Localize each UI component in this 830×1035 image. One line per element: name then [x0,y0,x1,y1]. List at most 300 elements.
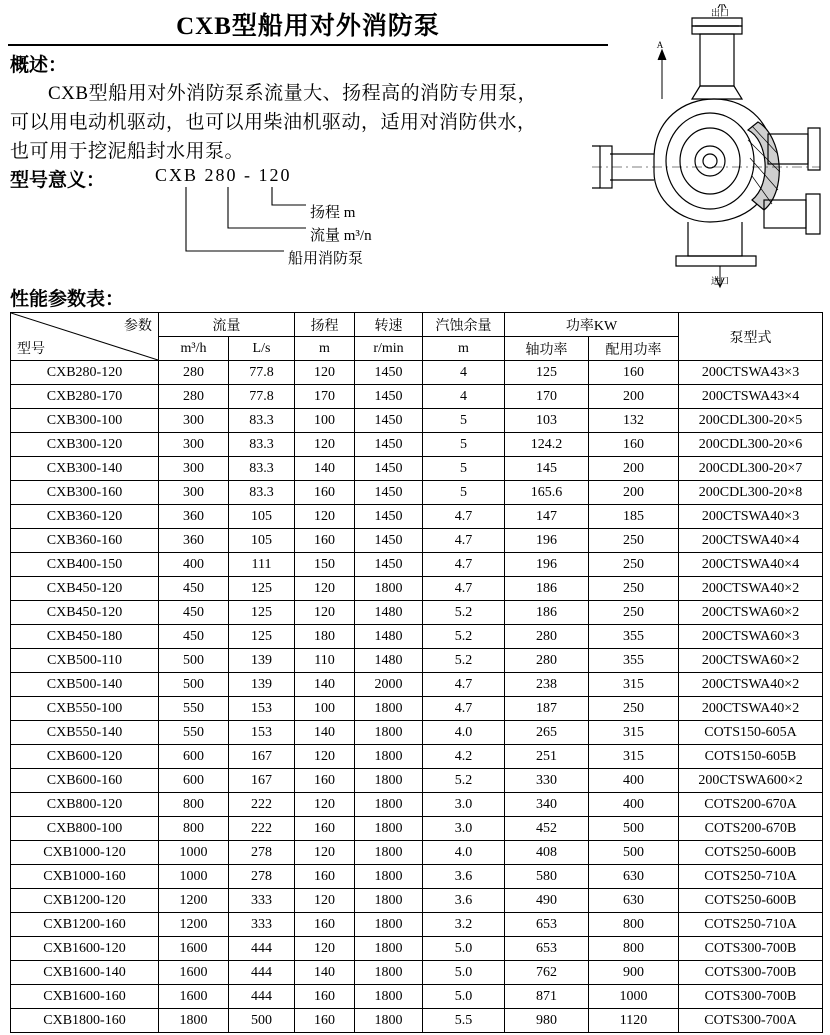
cell-pump-type: COTS150-605B [679,745,823,769]
unit-header-ls: L/s [229,337,295,361]
cell-npsh-m: 5.0 [423,985,505,1009]
cell-flow-ls: 83.3 [229,433,295,457]
cell-flow-m3h: 280 [159,385,229,409]
cell-head-m: 180 [295,625,355,649]
cell-pump-type: 200CTSWA600×2 [679,769,823,793]
cell-model: CXB450-120 [11,577,159,601]
cell-model: CXB300-140 [11,457,159,481]
overview-paragraph: CXB型船用对外消防泵系流量大、扬程高的消防专用泵，可以用电动机驱动，也可以用柴油机驱动，适用对消防供水，也可用于挖泥船封水用泵。 [10,83,538,162]
cell-npsh-m: 4.7 [423,577,505,601]
cell-flow-ls: 333 [229,889,295,913]
cell-npsh-m: 4.0 [423,721,505,745]
cell-speed-rpm: 1800 [355,577,423,601]
cell-flow-ls: 153 [229,721,295,745]
table-row [11,793,823,817]
corner-label-model: 型号 [17,342,45,357]
cell-speed-rpm: 1800 [355,769,423,793]
group-header-npsh: 汽蚀余量 [423,313,505,337]
cell-speed-rpm: 1480 [355,625,423,649]
table-row [11,409,823,433]
table-row [11,481,823,505]
cell-pump-type: COTS200-670B [679,817,823,841]
table-header [11,313,823,361]
cell-flow-m3h: 1000 [159,841,229,865]
cell-flow-m3h: 550 [159,721,229,745]
cell-flow-m3h: 1600 [159,937,229,961]
cell-speed-rpm: 1800 [355,697,423,721]
cell-shaft-power: 408 [505,841,589,865]
cell-speed-rpm: 1450 [355,385,423,409]
cell-rated-power: 400 [589,769,679,793]
cell-npsh-m: 4.0 [423,841,505,865]
cell-rated-power: 630 [589,889,679,913]
cell-rated-power: 315 [589,673,679,697]
table-row [11,721,823,745]
unit-header-shaft-power: 轴功率 [505,337,589,361]
group-header-flow: 流量 [159,313,295,337]
cell-shaft-power: 251 [505,745,589,769]
cell-head-m: 140 [295,961,355,985]
pump-illustration [592,4,822,289]
cell-rated-power: 630 [589,865,679,889]
cell-rated-power: 185 [589,505,679,529]
cell-shaft-power: 165.6 [505,481,589,505]
cell-model: CXB400-150 [11,553,159,577]
cell-speed-rpm: 1450 [355,553,423,577]
cell-model: CXB360-160 [11,529,159,553]
cell-shaft-power: 330 [505,769,589,793]
table-row [11,961,823,985]
table-row [11,361,823,385]
cell-flow-m3h: 450 [159,601,229,625]
cell-shaft-power: 340 [505,793,589,817]
cell-speed-rpm: 1450 [355,361,423,385]
cell-pump-type: 200CDL300-20×5 [679,409,823,433]
cell-pump-type: 200CTSWA40×4 [679,529,823,553]
cell-flow-ls: 125 [229,625,295,649]
cell-pump-type: 200CDL300-20×6 [679,433,823,457]
cell-speed-rpm: 1480 [355,601,423,625]
cell-rated-power: 800 [589,937,679,961]
cell-model: CXB1600-140 [11,961,159,985]
cell-shaft-power: 653 [505,937,589,961]
cell-pump-type: COTS250-600B [679,841,823,865]
cell-model: CXB300-120 [11,433,159,457]
cell-speed-rpm: 1800 [355,985,423,1009]
cell-pump-type: 200CTSWA60×3 [679,625,823,649]
cell-flow-ls: 500 [229,1009,295,1033]
cell-flow-m3h: 280 [159,361,229,385]
cell-model: CXB1600-160 [11,985,159,1009]
cell-head-m: 170 [295,385,355,409]
model-code-text: CXB 280 - 120 [155,165,292,185]
cell-head-m: 160 [295,865,355,889]
cell-head-m: 150 [295,553,355,577]
cell-rated-power: 160 [589,433,679,457]
cell-model: CXB800-120 [11,793,159,817]
cell-model: CXB300-100 [11,409,159,433]
cell-pump-type: 200CTSWA40×2 [679,673,823,697]
cell-pump-type: 200CTSWA40×2 [679,697,823,721]
cell-model: CXB1600-120 [11,937,159,961]
cell-flow-m3h: 300 [159,481,229,505]
group-header-power: 功率KW [505,313,679,337]
cell-shaft-power: 490 [505,889,589,913]
cell-rated-power: 200 [589,385,679,409]
cell-head-m: 140 [295,721,355,745]
cell-shaft-power: 653 [505,913,589,937]
cell-rated-power: 355 [589,649,679,673]
cell-speed-rpm: 1800 [355,841,423,865]
cell-flow-m3h: 1600 [159,985,229,1009]
cell-flow-ls: 139 [229,649,295,673]
cell-head-m: 120 [295,745,355,769]
cell-flow-ls: 83.3 [229,457,295,481]
cell-shaft-power: 147 [505,505,589,529]
cell-rated-power: 315 [589,721,679,745]
cell-flow-ls: 105 [229,529,295,553]
cell-flow-m3h: 800 [159,793,229,817]
cell-pump-type: 200CTSWA43×3 [679,361,823,385]
group-header-speed: 转速 [355,313,423,337]
cell-model: CXB300-160 [11,481,159,505]
cell-speed-rpm: 1800 [355,721,423,745]
cell-flow-ls: 77.8 [229,385,295,409]
cell-shaft-power: 145 [505,457,589,481]
model-meaning-diagram [10,165,570,280]
cell-flow-ls: 167 [229,769,295,793]
cell-flow-ls: 278 [229,841,295,865]
cell-pump-type: 200CTSWA40×3 [679,505,823,529]
cell-npsh-m: 4.7 [423,553,505,577]
cell-rated-power: 800 [589,913,679,937]
group-header-pump-type: 泵型式 [679,313,823,361]
cell-model: CXB550-100 [11,697,159,721]
corner-label-parameter: 参数 [124,319,152,334]
cell-pump-type: 200CDL300-20×8 [679,481,823,505]
cell-rated-power: 250 [589,601,679,625]
cell-head-m: 160 [295,913,355,937]
cell-shaft-power: 186 [505,601,589,625]
table-header-row-1 [11,313,823,337]
cell-pump-type: COTS300-700A [679,1009,823,1033]
table-row [11,385,823,409]
cell-flow-m3h: 800 [159,817,229,841]
cell-rated-power: 160 [589,361,679,385]
cell-flow-m3h: 600 [159,745,229,769]
cell-flow-m3h: 500 [159,673,229,697]
table-row [11,457,823,481]
cell-speed-rpm: 1800 [355,913,423,937]
cell-rated-power: 250 [589,553,679,577]
cell-model: CXB1200-120 [11,889,159,913]
cell-rated-power: 200 [589,481,679,505]
cell-model: CXB800-100 [11,817,159,841]
cell-pump-type: COTS150-605A [679,721,823,745]
cell-pump-type: 200CDL300-20×7 [679,457,823,481]
cell-rated-power: 900 [589,961,679,985]
cell-npsh-m: 4.7 [423,697,505,721]
cell-npsh-m: 4.2 [423,745,505,769]
table-row [11,769,823,793]
cell-model: CXB450-180 [11,625,159,649]
unit-header-head-m: m [295,337,355,361]
cell-model: CXB360-120 [11,505,159,529]
cell-flow-ls: 105 [229,505,295,529]
cell-npsh-m: 4 [423,361,505,385]
group-header-head: 扬程 [295,313,355,337]
cell-npsh-m: 4.7 [423,673,505,697]
cell-pump-type: COTS300-700B [679,961,823,985]
cell-flow-m3h: 450 [159,577,229,601]
cell-flow-m3h: 1800 [159,1009,229,1033]
cell-flow-ls: 125 [229,601,295,625]
cell-head-m: 160 [295,817,355,841]
cell-model: CXB1200-160 [11,913,159,937]
cell-flow-ls: 125 [229,577,295,601]
overview-heading: 概述： [10,55,68,76]
cell-npsh-m: 5.2 [423,649,505,673]
performance-table-heading: 性能参数表： [10,289,125,310]
cell-head-m: 160 [295,769,355,793]
cell-shaft-power: 871 [505,985,589,1009]
cell-npsh-m: 3.0 [423,793,505,817]
performance-table [10,312,823,1033]
cell-speed-rpm: 1450 [355,505,423,529]
svg-text:A: A [656,40,664,50]
unit-header-npsh-m: m [423,337,505,361]
table-row [11,529,823,553]
cell-shaft-power: 187 [505,697,589,721]
table-row [11,889,823,913]
cell-shaft-power: 103 [505,409,589,433]
cell-flow-m3h: 300 [159,409,229,433]
cell-npsh-m: 5 [423,481,505,505]
cell-flow-ls: 77.8 [229,361,295,385]
cell-rated-power: 355 [589,625,679,649]
cell-pump-type: 200CTSWA40×4 [679,553,823,577]
cell-rated-power: 200 [589,457,679,481]
cell-rated-power: 315 [589,745,679,769]
cell-pump-type: COTS250-710A [679,865,823,889]
svg-text:进口: 进口 [710,276,730,286]
cell-flow-ls: 222 [229,817,295,841]
cell-flow-ls: 167 [229,745,295,769]
cell-model: CXB1000-160 [11,865,159,889]
page-title: CXB型船用对外消防泵 [176,13,440,40]
cell-model: CXB550-140 [11,721,159,745]
cell-model: CXB450-120 [11,601,159,625]
cell-head-m: 120 [295,841,355,865]
cell-shaft-power: 980 [505,1009,589,1033]
cell-npsh-m: 5.0 [423,937,505,961]
cell-pump-type: COTS250-710A [679,913,823,937]
cell-speed-rpm: 1450 [355,457,423,481]
cell-model: CXB500-140 [11,673,159,697]
cell-npsh-m: 5 [423,433,505,457]
table-row [11,1009,823,1033]
cell-npsh-m: 5.2 [423,625,505,649]
table-row [11,649,823,673]
table-row [11,745,823,769]
cell-npsh-m: 5.2 [423,601,505,625]
cell-speed-rpm: 2000 [355,673,423,697]
cell-head-m: 120 [295,889,355,913]
table-row [11,625,823,649]
cell-model: CXB600-120 [11,745,159,769]
cell-head-m: 110 [295,649,355,673]
cell-flow-ls: 83.3 [229,481,295,505]
model-meaning-heading: 型号意义： [10,170,106,191]
cell-npsh-m: 5.0 [423,961,505,985]
overview-section [10,46,555,166]
cell-head-m: 120 [295,601,355,625]
cell-rated-power: 1000 [589,985,679,1009]
table-row [11,673,823,697]
cell-model: CXB1000-120 [11,841,159,865]
cell-flow-m3h: 1000 [159,865,229,889]
cell-shaft-power: 186 [505,577,589,601]
model-legend-flow: 流量 m³/n [310,228,372,244]
cell-model: CXB280-120 [11,361,159,385]
cell-shaft-power: 280 [505,625,589,649]
cell-flow-m3h: 1200 [159,913,229,937]
cell-speed-rpm: 1450 [355,409,423,433]
table-row [11,913,823,937]
cell-head-m: 160 [295,481,355,505]
cell-shaft-power: 125 [505,361,589,385]
cell-head-m: 160 [295,1009,355,1033]
svg-text:出口: 出口 [710,8,730,18]
cell-pump-type: COTS300-700B [679,937,823,961]
cell-head-m: 140 [295,457,355,481]
cell-pump-type: 200CTSWA40×2 [679,577,823,601]
table-row [11,433,823,457]
cell-shaft-power: 580 [505,865,589,889]
cell-pump-type: COTS200-670A [679,793,823,817]
cell-speed-rpm: 1450 [355,481,423,505]
cell-shaft-power: 124.2 [505,433,589,457]
table-row [11,505,823,529]
cell-flow-ls: 111 [229,553,295,577]
cell-speed-rpm: 1450 [355,433,423,457]
cell-npsh-m: 3.2 [423,913,505,937]
cell-speed-rpm: 1800 [355,937,423,961]
cell-flow-m3h: 360 [159,505,229,529]
cell-rated-power: 132 [589,409,679,433]
cell-shaft-power: 452 [505,817,589,841]
cell-flow-ls: 444 [229,985,295,1009]
cell-head-m: 140 [295,673,355,697]
cell-flow-ls: 153 [229,697,295,721]
cell-shaft-power: 762 [505,961,589,985]
table-row [11,577,823,601]
cell-pump-type: 200CTSWA60×2 [679,649,823,673]
cell-speed-rpm: 1800 [355,865,423,889]
cell-flow-m3h: 400 [159,553,229,577]
cell-flow-ls: 222 [229,793,295,817]
cell-head-m: 120 [295,505,355,529]
cell-flow-ls: 139 [229,673,295,697]
cell-pump-type: COTS300-700B [679,985,823,1009]
cell-flow-m3h: 500 [159,649,229,673]
table-body [11,361,823,1033]
cell-flow-m3h: 550 [159,697,229,721]
cell-pump-type: 200CTSWA60×2 [679,601,823,625]
cell-flow-m3h: 300 [159,457,229,481]
model-legend-pump: 船用消防泵 [288,251,364,267]
cell-pump-type: COTS250-600B [679,889,823,913]
cell-flow-m3h: 300 [159,433,229,457]
cell-speed-rpm: 1480 [355,649,423,673]
cell-flow-m3h: 1200 [159,889,229,913]
cell-rated-power: 250 [589,529,679,553]
cell-head-m: 100 [295,697,355,721]
cell-head-m: 160 [295,529,355,553]
cell-npsh-m: 5 [423,409,505,433]
model-legend-head: 扬程 m [310,205,356,221]
table-row [11,865,823,889]
cell-npsh-m: 5.5 [423,1009,505,1033]
cell-rated-power: 500 [589,817,679,841]
cell-head-m: 120 [295,793,355,817]
table-row [11,985,823,1009]
cell-flow-m3h: 600 [159,769,229,793]
cell-speed-rpm: 1450 [355,529,423,553]
cell-npsh-m: 3.0 [423,817,505,841]
cell-head-m: 100 [295,409,355,433]
cell-shaft-power: 280 [505,649,589,673]
cell-shaft-power: 196 [505,529,589,553]
table-row [11,697,823,721]
cell-speed-rpm: 1800 [355,793,423,817]
table-row [11,817,823,841]
cell-head-m: 120 [295,577,355,601]
cell-pump-type: 200CTSWA43×4 [679,385,823,409]
cell-rated-power: 400 [589,793,679,817]
unit-header-rated-power: 配用功率 [589,337,679,361]
cell-speed-rpm: 1800 [355,745,423,769]
cell-speed-rpm: 1800 [355,889,423,913]
cell-npsh-m: 5.2 [423,769,505,793]
cell-head-m: 120 [295,937,355,961]
cell-model: CXB1800-160 [11,1009,159,1033]
cell-flow-ls: 83.3 [229,409,295,433]
cell-model: CXB280-170 [11,385,159,409]
cell-npsh-m: 5 [423,457,505,481]
cell-shaft-power: 170 [505,385,589,409]
cell-npsh-m: 4 [423,385,505,409]
cell-flow-m3h: 1600 [159,961,229,985]
cell-shaft-power: 196 [505,553,589,577]
cell-npsh-m: 4.7 [423,505,505,529]
unit-header-rpm: r/min [355,337,423,361]
table-row [11,553,823,577]
cell-speed-rpm: 1800 [355,961,423,985]
cell-rated-power: 250 [589,577,679,601]
cell-speed-rpm: 1800 [355,1009,423,1033]
cell-npsh-m: 3.6 [423,865,505,889]
cell-flow-ls: 444 [229,937,295,961]
cell-shaft-power: 238 [505,673,589,697]
cell-rated-power: 500 [589,841,679,865]
cell-rated-power: 250 [589,697,679,721]
cell-model: CXB600-160 [11,769,159,793]
cell-shaft-power: 265 [505,721,589,745]
cell-flow-ls: 333 [229,913,295,937]
cell-head-m: 120 [295,433,355,457]
cell-flow-ls: 278 [229,865,295,889]
